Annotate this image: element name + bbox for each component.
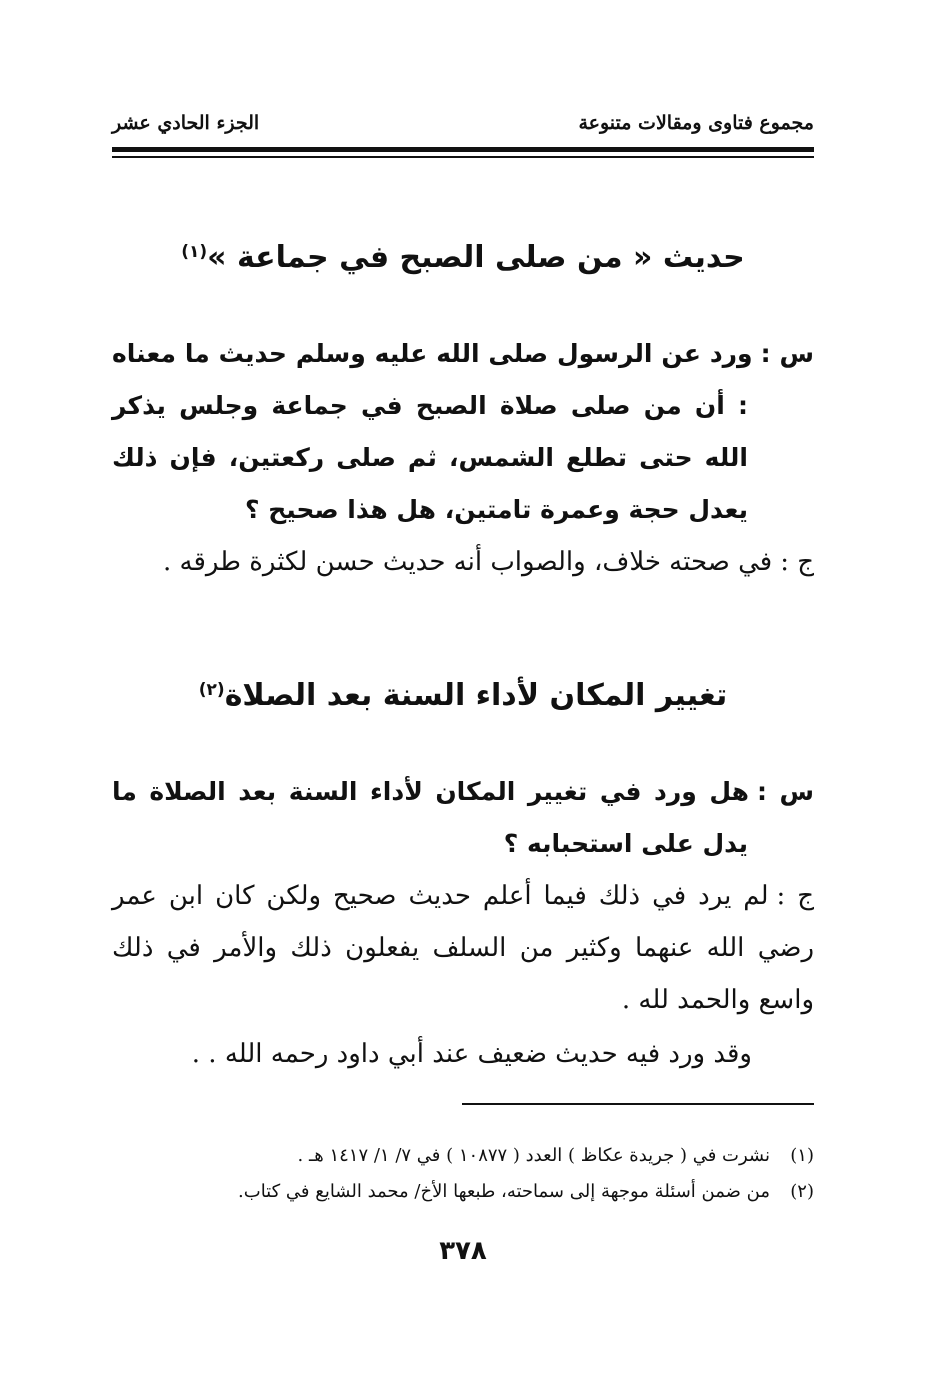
additional-note: وقد ورد فيه حديث ضعيف عند أبي داود رحمه الله . . xyxy=(191,1039,752,1069)
footnote-2 xyxy=(112,1174,814,1210)
question-text: ورد عن الرسول صلى الله عليه وسلم حديث ما معناه : أن من صلى صلاة الصبح في جماعة وجلس يذكر الله حتى تطلع الشمس، ثم صلى ركعتين، فإن ذلك يعدل حجة وعمرة تامتين، هل هذا صحيح ؟ xyxy=(112,339,753,524)
answer-2 xyxy=(112,870,814,1026)
volume-label: الجزء الحادي عشر xyxy=(112,112,260,134)
question-2 xyxy=(112,766,814,870)
footnote-text: من ضمن أسئلة موجهة إلى سماحته، طبعها الأخ/ محمد الشايع في كتاب. xyxy=(238,1181,770,1202)
section-title-text: تغيير المكان لأداء السنة بعد الصلاة xyxy=(224,678,728,713)
question-text: هل ورد في تغيير المكان لأداء السنة بعد الصلاة ما يدل على استحبابه ؟ xyxy=(112,777,749,858)
footnote-ref: (٢) xyxy=(198,680,225,700)
question-1 xyxy=(112,328,814,536)
footnote-1 xyxy=(112,1138,814,1174)
section-title-text: حديث « من صلى الصبح في جماعة » xyxy=(207,240,745,275)
answer-1 xyxy=(112,536,814,588)
footnote-separator xyxy=(462,1103,814,1105)
answer-text: لم يرد في ذلك فيما أعلم حديث صحيح ولكن كان ابن عمر رضي الله عنهما وكثير من السلف يفعلون ذلك والأمر في ذلك واسع والحمد لله . xyxy=(112,881,814,1015)
header-rule-thick xyxy=(112,147,814,152)
answer-text: في صحته خلاف، والصواب أنه حديث حسن لكثرة طرقه . xyxy=(163,547,773,577)
footnote-number: (٢) xyxy=(790,1181,814,1202)
footnote-ref: (١) xyxy=(181,242,208,262)
header-rule-thin xyxy=(112,156,814,158)
book-title: مجموع فتاوى ومقالات متنوعة xyxy=(578,112,814,134)
answer-label: ج : xyxy=(780,547,814,577)
question-label: س : xyxy=(760,339,814,368)
running-header xyxy=(112,112,814,146)
page-number: ٣٧٨ xyxy=(439,1236,487,1266)
section-title-2 xyxy=(112,674,814,718)
footnote-text: نشرت في ( جريدة عكاظ ) العدد ( ١٠٨٧٧ ) في ٧/ ١/ ١٤١٧ هـ . xyxy=(297,1145,770,1166)
section-title-1 xyxy=(112,236,814,280)
answer-label: ج : xyxy=(776,881,815,911)
question-label: س : xyxy=(756,777,814,806)
footnote-number: (١) xyxy=(790,1145,814,1166)
footnotes xyxy=(112,1138,814,1210)
